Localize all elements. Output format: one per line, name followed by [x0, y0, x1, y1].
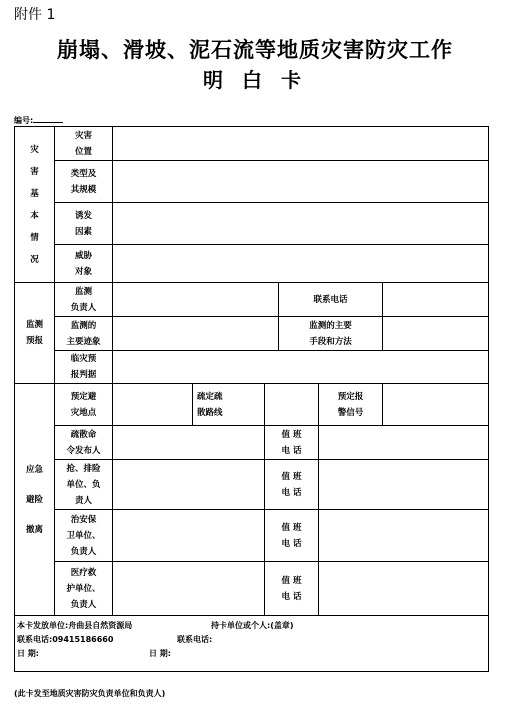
phone-row [15, 633, 488, 647]
label-medical-unit: 医疗救 护单位、 负责人 [55, 562, 113, 616]
label-location: 灾害 位置 [55, 127, 113, 161]
field-rescue-unit[interactable] [113, 460, 265, 510]
footer-note: (此卡发至地质灾害防灾负责单位和负责人) [14, 689, 166, 698]
table-row [15, 616, 489, 672]
label-monitor-phone: 联系电话 [279, 283, 383, 317]
table-row [15, 384, 489, 426]
card-subtitle: 明 白 卡 [203, 68, 307, 92]
holder-text: 持卡单位或个人:(盖章) [211, 621, 294, 630]
date-row [15, 647, 488, 661]
field-medical-unit[interactable] [113, 562, 265, 616]
issuer-phone: 联系电话:09415186660 [17, 635, 114, 644]
label-threat: 威胁 对象 [55, 245, 113, 283]
label-monitor-method: 监测的主要 手段和方法 [279, 317, 383, 351]
serial-number-label: 编号: [14, 116, 34, 125]
label-monitor-signs: 监测的 主要迹象 [55, 317, 113, 351]
table-row [15, 460, 489, 510]
field-threat[interactable] [113, 245, 489, 283]
label-warning-signal: 预定报 警信号 [319, 384, 383, 426]
section-emergency: 应急 避险 撤离 [15, 384, 55, 616]
field-forecast[interactable] [113, 351, 489, 384]
table-row [15, 351, 489, 384]
table-row [15, 245, 489, 283]
issuer-text: 本卡发放单位:舟曲县自然资源局 [17, 621, 133, 630]
field-duty-phone[interactable] [319, 460, 489, 510]
table-row [15, 510, 489, 562]
field-order-issuer[interactable] [113, 426, 265, 460]
field-security-unit[interactable] [113, 510, 265, 562]
section-basic-label: 灾害基本情况 [30, 144, 39, 265]
serial-number-blank[interactable] [33, 115, 63, 123]
table-row [15, 562, 489, 616]
table-row [15, 161, 489, 203]
issuer-date: 日 期: [17, 649, 39, 658]
holder-phone: 联系电话: [177, 635, 213, 644]
field-evac-route[interactable] [265, 384, 319, 426]
field-monitor-phone[interactable] [383, 283, 489, 317]
attachment-label: 附件 1 [14, 7, 56, 23]
section-basic [15, 127, 55, 283]
label-evac-site: 预定避 灾地点 [55, 384, 113, 426]
table-row [15, 317, 489, 351]
field-duty-phone[interactable] [319, 426, 489, 460]
table-row [15, 283, 489, 317]
field-duty-phone[interactable] [319, 562, 489, 616]
issuer-block [15, 616, 489, 672]
label-duty-phone: 值 班 电 话 [265, 460, 319, 510]
issuer-row [15, 619, 488, 633]
label-monitor-person: 监测 负责人 [55, 283, 113, 317]
field-cause[interactable] [113, 203, 489, 245]
field-location[interactable] [113, 127, 489, 161]
field-monitor-signs[interactable] [113, 317, 279, 351]
field-monitor-person[interactable] [113, 283, 279, 317]
label-duty-phone: 值 班 电 话 [265, 562, 319, 616]
label-forecast: 临灾预 报判据 [55, 351, 113, 384]
label-type-scale: 类型及 其规模 [55, 161, 113, 203]
field-warning-signal[interactable] [383, 384, 489, 426]
label-cause: 诱发 因素 [55, 203, 113, 245]
card-title: 崩塌、滑坡、泥石流等地质灾害防灾工作 [57, 37, 453, 62]
label-evac-route: 疏定疏 散路线 [193, 384, 265, 426]
label-duty-phone: 值 班 电 话 [265, 510, 319, 562]
section-monitor: 监测预报 [15, 283, 55, 384]
serial-number [14, 115, 63, 126]
label-order-issuer: 疏散命 令发布人 [55, 426, 113, 460]
table-row [15, 203, 489, 245]
field-duty-phone[interactable] [319, 510, 489, 562]
label-duty-phone: 值 班 电 话 [265, 426, 319, 460]
info-card-table [14, 126, 489, 672]
table-row [15, 127, 489, 161]
label-rescue-unit: 抢、排险 单位、负 责人 [55, 460, 113, 510]
field-evac-site[interactable] [113, 384, 193, 426]
field-type-scale[interactable] [113, 161, 489, 203]
table-row [15, 426, 489, 460]
holder-date: 日 期: [149, 649, 171, 658]
field-monitor-method[interactable] [383, 317, 489, 351]
label-security-unit: 治安保 卫单位、 负责人 [55, 510, 113, 562]
